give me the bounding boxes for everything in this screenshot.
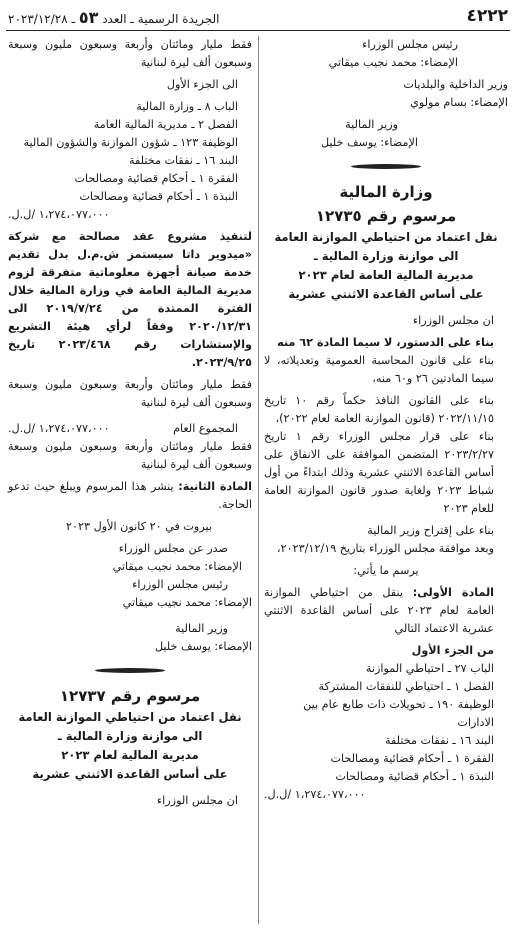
gazette-title [8,8,220,27]
gazette-title-prefix: الجريدة الرسمية ـ العدد [102,12,220,26]
budget-line: الفقرة ١ ـ أحكام قضائية ومصالحات [74,172,238,185]
budget-line: البند ١٦ ـ نفقات مختلفة [128,154,238,167]
right-column [264,36,508,926]
budget-line: الباب ٢٧ ـ احتياطي الموازنة [365,662,494,675]
legal-basis: وبعد موافقة مجلس الوزراء بتاريخ ٢٠٢٣/١٢/١٩، [277,542,494,555]
legal-basis: بناء على الدستور، لا سيما المادة ٦٢ منه [277,336,494,349]
grand-total-amount: ١،٢٧٤،٠٧٧،٠٠٠ /ل.ل. [8,422,110,435]
article-1-label: المادة الأولى: [412,586,495,599]
decree-number: مرسوم رقم ١٢٧٣٧ [59,687,201,705]
decrees-line: يرسم ما يأتي: [353,564,419,577]
decree-subject-line: مديرية المالية لعام ٢٠٢٣ [61,748,199,762]
ministry-heading: وزارة المالية [339,183,433,201]
transfer-amount: ١،٢٧٤،٠٧٧،٠٠٠ /ل.ل. [8,208,110,221]
place-and-date: بيروت في ٢٠ كانون الأول ٢٠٢٣ [65,520,212,533]
transfer-amount: ١،٢٧٤،٠٧٧،٠٠٠ /ل.ل. [264,788,366,801]
grand-total-label: المجموع العام [173,422,238,435]
issued-by: صدر عن مجلس الوزراء [118,542,228,555]
article-2 [8,478,252,514]
amount-in-words: فقط مليار ومائتان وأربعة وسبعون مليون وسبعة وسبعون ألف ليرة لبنانية [8,440,252,471]
amount-in-words: فقط مليار ومائتان وأربعة وسبعون مليون وسبعة وسبعون ألف ليرة لبنانية [8,378,252,409]
signature-finance-role: وزير المالية [345,118,398,131]
budget-line: الفصل ٢ ـ مديرية المالية العامة [93,118,238,131]
budget-line: البند ١٦ ـ نفقات مختلفة [384,734,494,747]
decree-subject-line: على أساس القاعدة الاثنتي عشرية [288,287,484,301]
transfer-purpose: لتنفيذ مشروع عقد مصالحة مع شركة «ميدوير داتا سيستمز ش.م.ل بدل تقديم خدمة صيانة أجهزة معلوماتية متفرقة لزوم مديرية المالية العامة في وزارة المالية خلال الفترة الممتدة من ٢٠١٩/٧/٢٤ الى ٢٠٢٠/١٢/٣١ وفقاً لرأي هيئة التشريع والإستشارات رقم ٢٠٢٣/٤٦٨ تاريخ ٢٠٢٣/٩/٢٥. [8,230,252,369]
budget-part: الى الجزء الأول [166,78,238,91]
signature-name: الإمضاء: محمد نجيب ميقاتي [112,560,242,573]
issue-date: ـ ٢٠٢٣/١٢/٢٨ [8,12,75,26]
amount-in-words: فقط مليار ومائتان وأربعة وسبعون مليون وسبعة وسبعون ألف ليرة لبنانية [8,38,252,69]
budget-line: الفصل ١ ـ احتياطي للنفقات المشتركة [318,680,494,693]
grand-total-row [8,420,252,438]
budget-line: الباب ٨ ـ وزارة المالية [136,100,238,113]
issue-number: ٥٣ [78,8,99,27]
column-divider [258,36,259,924]
budget-part: من الجزء الأول [411,644,494,657]
section-ornament [8,662,252,678]
header-divider [6,30,510,31]
decree-subject-line: نقل اعتماد من احتياطي الموازنة العامة [18,710,242,724]
decree-intro: ان مجلس الوزراء [412,314,494,327]
signature-finance-name: الإمضاء: يوسف خليل [154,640,252,653]
page-number: ٤٢٢٢ [466,6,508,26]
legal-basis: بناء على قرار مجلس الوزراء رقم ١ تاريخ ٢٠٢٣/٢/٢٧ المتضمن الموافقة على الانفاق على أساس القاعدة الاثنتي عشرية وذلك ابتداءً من أول شباط ٢٠٢٣ ولغاية صدور قانون الموازنة العامة للعام ٢٠٢٣ [264,430,494,515]
signature-finance-role: وزير المالية [175,622,228,635]
signature-interior-role: وزير الداخلية والبلديات [403,78,508,91]
decree-subject-line: الى موازنة وزارة المالية ـ [313,249,459,263]
signature-pm-name: الإمضاء: محمد نجيب ميقاتي [122,596,252,609]
legal-basis: بناء على إقتراح وزير المالية [367,524,494,537]
decree-intro: ان مجلس الوزراء [156,794,238,807]
budget-line: الفقرة ١ ـ أحكام قضائية ومصالحات [330,752,494,765]
signature-interior-name: الإمضاء: بسام مولوي [410,96,508,109]
budget-line: النبذة ١ ـ أحكام قضائية ومصالحات [79,190,238,203]
article-1-text: ينقل من احتياطي الموازنة العامة لعام ٢٠٢٣ على أساس القاعدة الاثنتي عشرية الاعتماد التالي [264,586,494,635]
signature-finance-name: الإمضاء: يوسف خليل [320,136,418,149]
article-1 [264,584,508,638]
signature-pm-name: الإمضاء: محمد نجيب ميقاتي [328,56,458,69]
decree-subject-line: على أساس القاعدة الاثنتي عشرية [32,767,228,781]
left-column [8,36,252,926]
signature-pm-role: رئيس مجلس الوزراء [132,578,228,591]
article-2-label: المادة الثانية: [178,480,252,493]
decree-number: مرسوم رقم ١٢٧٣٥ [315,207,457,225]
signature-pm-role: رئيس مجلس الوزراء [362,38,458,51]
decree-subject-line: مديرية المالية العامة لعام ٢٠٢٣ [298,268,474,282]
budget-line: الوظيفة ١٢٣ ـ شؤون الموازنة والشؤون المالية [23,136,238,149]
section-ornament [264,158,508,174]
page-header [8,6,508,28]
decree-subject-line: نقل اعتماد من احتياطي الموازنة العامة [274,230,498,244]
legal-basis: بناء على القانون النافذ حكماً رقم ١٠ تاريخ ٢٠٢٢/١١/١٥ (قانون الموازنة العامة لعام ٢٠٢٢)، [264,394,494,425]
budget-line: النبذة ١ ـ أحكام قضائية ومصالحات [335,770,494,783]
budget-line: الوظيفة ١٩٠ ـ تحويلات ذات طابع عام بين الادارات [303,698,494,729]
legal-basis: بناء على قانون المحاسبة العمومية وتعديلاته، لا سيما المادتين ٢٦ و٦٠ منه، [264,354,494,385]
article-2-text: ينشر هذا المرسوم ويبلغ حيث تدعو الحاجة. [8,480,252,511]
decree-subject-line: الى موازنة وزارة المالية ـ [57,729,203,743]
